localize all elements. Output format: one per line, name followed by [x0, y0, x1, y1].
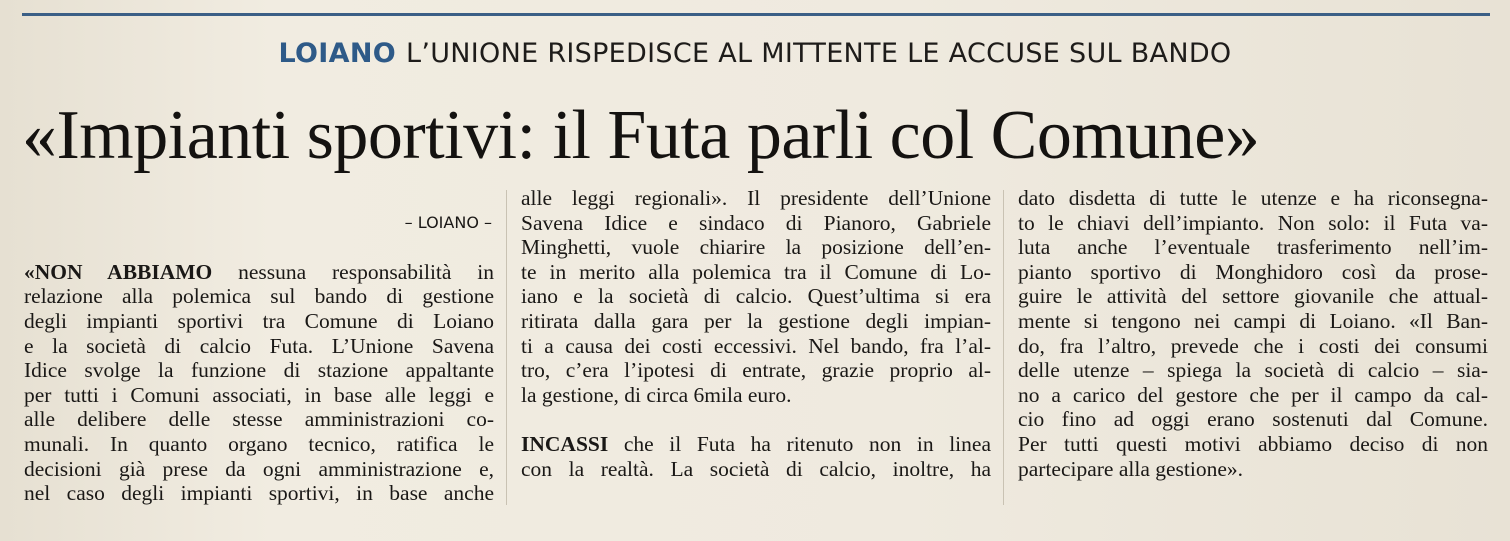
- body-line: con la realtà. La società di calcio, inoltre, ha: [521, 456, 991, 481]
- paragraph-gap: [521, 407, 991, 432]
- body-line: tro, c’era l’ipotesi di entrate, grazie proprio al-: [521, 358, 991, 383]
- kicker-place: LOIANO: [278, 38, 396, 69]
- body-line: munali. In quanto organo tecnico, ratifica le: [24, 431, 494, 456]
- body-line: Per tutti questi motivi abbiamo deciso di non: [1018, 431, 1488, 456]
- body-line: Savena Idice e sindaco di Pianoro, Gabriele: [521, 210, 991, 235]
- body-line: delle utenze – spiega la società di calcio – sia-: [1018, 358, 1488, 383]
- body-line: partecipare alla gestione».: [1018, 456, 1244, 481]
- headline: «Impianti sportivi: il Futa parli col Comune»: [22, 97, 1260, 174]
- byline: – LOIANO –: [404, 212, 492, 232]
- body-line: decisioni già prese da ogni amministrazione e,: [24, 456, 494, 481]
- body-line: ti a causa dei costi eccessivi. Nel bando, fra l’al-: [521, 333, 991, 358]
- lead-words: INCASSI: [521, 431, 609, 456]
- body-line: ritirata dalla gara per la gestione degli impian-: [521, 308, 991, 333]
- body-line: la gestione, di circa 6mila euro.: [521, 382, 792, 407]
- article-column-1: [24, 186, 494, 506]
- body-line: luta anche l’eventuale trasferimento nell’im-: [1018, 235, 1488, 260]
- body-line: alle leggi regionali». Il presidente dell’Unione: [521, 186, 991, 210]
- top-rule: [22, 13, 1490, 16]
- body-line: iano e la società di calcio. Quest’ultima si era: [521, 284, 991, 309]
- body-line: «NON ABBIAMO nessuna responsabilità in: [24, 259, 494, 284]
- body-line: per tutti i Comuni associati, in base alle leggi e: [24, 382, 494, 407]
- article-column-2: [521, 186, 991, 481]
- body-line: INCASSI che il Futa ha ritenuto non in linea: [521, 431, 991, 456]
- body-line: relazione alla polemica sul bando di gestione: [24, 284, 494, 309]
- body-line: e la società di calcio Futa. L’Unione Savena: [24, 333, 494, 358]
- body-line: alle delibere delle stesse amministrazioni co-: [24, 407, 494, 432]
- column-divider: [1003, 190, 1004, 505]
- column-spacer: [24, 186, 494, 211]
- body-line: Idice svolge la funzione di stazione appaltante: [24, 358, 494, 383]
- body-line: dato disdetta di tutte le utenze e ha riconsegna-: [1018, 186, 1488, 210]
- body-line: to le chiavi dell’impianto. Non solo: il Futa va-: [1018, 210, 1488, 235]
- body-line: mente si tengono nei campi di Loiano. «Il Ban-: [1018, 308, 1488, 333]
- body-line: degli impianti sportivi tra Comune di Loiano: [24, 308, 494, 333]
- column-spacer: [24, 235, 494, 260]
- body-line: nel caso degli impianti sportivi, in base anche: [24, 481, 494, 506]
- body-line: guire le attività del settore giovanile che attual-: [1018, 284, 1488, 309]
- body-line: te in merito alla polemica tra il Comune di Lo-: [521, 259, 991, 284]
- column-divider: [506, 190, 507, 505]
- article-column-3: [1018, 186, 1488, 481]
- body-line: Minghetti, vuole chiarire la posizione dell’en-: [521, 235, 991, 260]
- body-line: do, fra l’altro, prevede che i costi dei consumi: [1018, 333, 1488, 358]
- body-line: cio fino ad oggi erano sostenuti dal Comune.: [1018, 407, 1488, 432]
- lead-words: «NON ABBIAMO: [24, 259, 213, 284]
- body-line: pianto sportivo di Monghidoro così da prose-: [1018, 259, 1488, 284]
- kicker: [0, 38, 1510, 69]
- body-line: no a carico del gestore che per il campo da cal-: [1018, 382, 1488, 407]
- kicker-title: L’UNIONE RISPEDISCE AL MITTENTE LE ACCUSE SUL BANDO: [406, 38, 1232, 69]
